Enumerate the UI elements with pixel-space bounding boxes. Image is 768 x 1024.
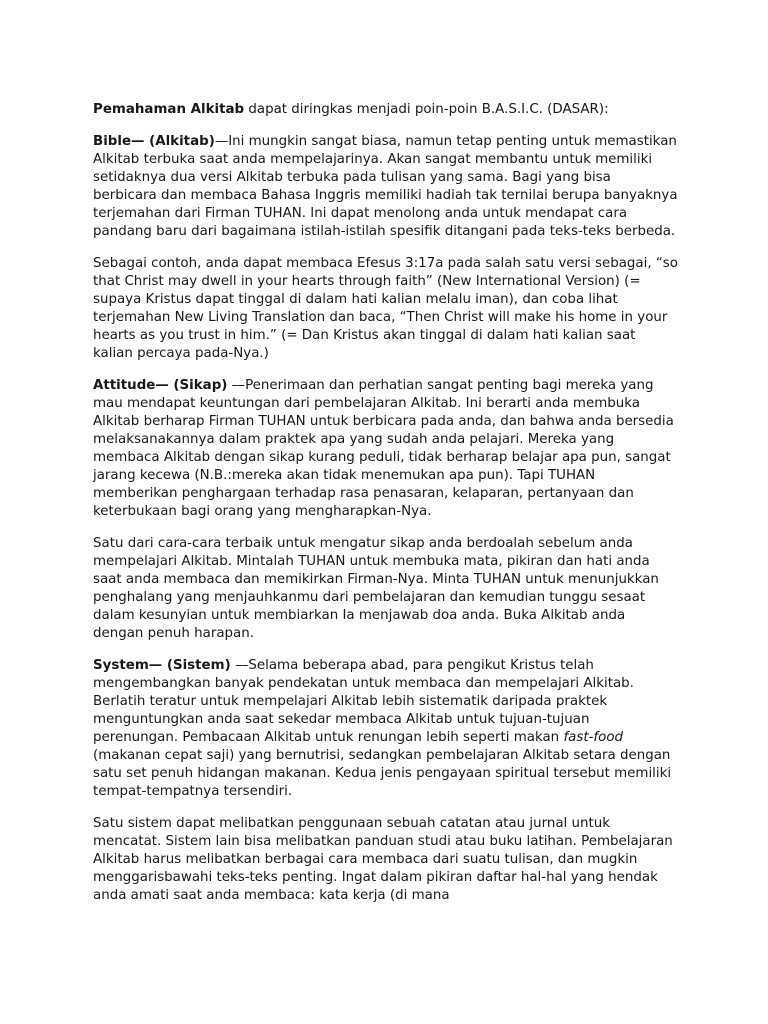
bible-paragraph: [93, 133, 678, 241]
attitude-heading: Attitude— (Sikap): [93, 378, 228, 393]
system-journal-text: Satu sistem dapat melibatkan penggunaan sebuah catatan atau jurnal untuk mencatat. Sistem lain bisa melibatkan panduan studi atau buku latihan. Pembelajaran Alkitab harus melibatkan berbagai cara membaca dari suatu tulisan, dan mugkin menggarisbawahi teks-teks penting. Ingat dalam pikiran daftar hal-hal yang hendak anda amati saat anda membaca: kata kerja (di mana: [93, 816, 673, 903]
system-paragraph: [93, 657, 678, 801]
intro-text: dapat diringkas menjadi poin-poin B.A.S.I.C. (DASAR):: [244, 102, 609, 117]
bible-example-text: Sebagai contoh, anda dapat membaca Efesus 3:17a pada salah satu versi sebagai, “so that Christ may dwell in your hearts through faith” (New International Version) (= supaya Kristus dapat tinggal di dalam hati kalian melalu iman), dan coba lihat terjemahan New Living Translation dan baca, “Then Christ will make his home in your hearts as you trust in him.” (= Dan Kristus akan tinggal di dalam hati kalian saat kalian percaya pada-Nya.): [93, 256, 678, 361]
system-italic: fast-food: [563, 730, 624, 745]
attitude-text: —Penerimaan dan perhatian sangat penting bagi mereka yang mau mendapat keuntungan dari pembelajaran Alkitab. Ini berarti anda membuka Alkitab berharap Firman TUHAN untuk berbicara pada anda, dan bahwa anda bersedia melaksanakannya dalam praktek apa yang sudah anda pelajari. Mereka yang membaca Alkitab dengan sikap kurang peduli, tidak berharap belajar apa pun, sangat jarang kecewa (N.B.:mereka akan tidak menemukan apa pun). Tapi TUHAN memberikan penghargaan terhadap rasa penasaran, kelaparan, pertanyaan dan keterbukaan bagi orang yang mengharapkan-Nya.: [93, 378, 674, 519]
intro-paragraph: [93, 101, 678, 119]
attitude-paragraph: [93, 377, 678, 521]
bible-text: —Ini mungkin sangat biasa, namun tetap penting untuk memastikan Alkitab terbuka saat anda mempelajarinya. Akan sangat membantu untuk memiliki setidaknya dua versi Alkitab terbuka pada tulisan yang sama. Bagi yang bisa berbicara dan membaca Bahasa Inggris memiliki hadiah tak ternilai berupa banyaknya terjemahan dari Firman TUHAN. Ini dapat menolong anda untuk mendapat cara pandang baru dari bagaimana istilah-istilah spesifik ditangani pada teks-teks berbeda.: [93, 134, 678, 239]
system-heading: System— (Sistem): [93, 658, 231, 673]
system-text-after: (makanan cepat saji) yang bernutrisi, sedangkan pembelajaran Alkitab setara dengan satu set penuh hidangan makanan. Kedua jenis pengayaan spiritual tersebut memiliki tempat-tempatnya tersendiri.: [93, 748, 672, 799]
document-page: [93, 101, 678, 919]
attitude-prayer-paragraph: [93, 535, 678, 643]
bible-example-paragraph: [93, 255, 678, 363]
system-text-before: —Selama beberapa abad, para pengikut Kristus telah mengembangkan banyak pendekatan untuk membaca dan mempelajari Alkitab. Berlatih teratur untuk mempelajari Alkitab lebih sistematik daripada praktek menguntungkan anda saat sekedar membaca Alkitab untuk tujuan-tujuan perenungan. Pembacaan Alkitab untuk renungan lebih seperti makan: [93, 658, 634, 745]
system-journal-paragraph: [93, 815, 678, 905]
intro-bold: Pemahaman Alkitab: [93, 102, 245, 117]
attitude-prayer-text: Satu dari cara-cara terbaik untuk mengatur sikap anda berdoalah sebelum anda mempelajari Alkitab. Mintalah TUHAN untuk membuka mata, pikiran dan hati anda saat anda membaca dan memikirkan Firman-Nya. Minta TUHAN untuk menunjukkan penghalang yang menjauhkanmu dari pembelajaran dan kemudian tunggu sesaat dalam kesunyian untuk membiarkan Ia menjawab doa anda. Buka Alkitab anda dengan penuh harapan.: [93, 536, 659, 641]
bible-heading: Bible— (Alkitab): [93, 134, 215, 149]
